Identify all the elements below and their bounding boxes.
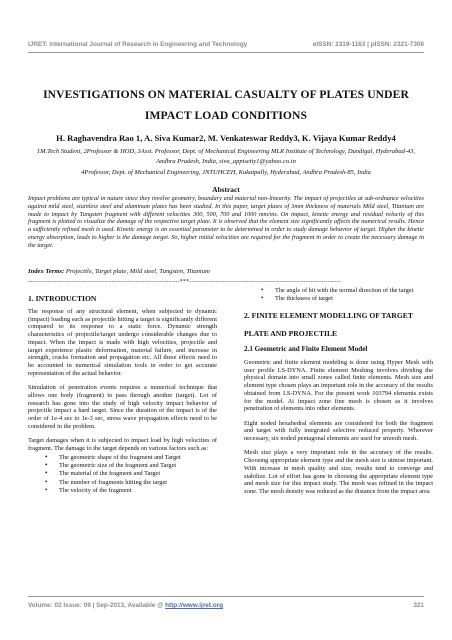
intro-paragraph-1: The response of any structural element, when subjected to dynamic (impact) loading such as projectile hitting a target is significantly different compared to its response to a static force. Dynamic strength characteristics of projectile/target undergo considerable changes due to impact. When the impact is made with high velocities, projectile and target experience plastic deformation, material failure, and increase in strength, cracks formation and propagation etc. All these effects need to be accounted in numerical simulation tools in order to get accurate representation of the actual behavior. — [28, 307, 217, 377]
right-column — [244, 287, 433, 502]
left-column — [28, 292, 217, 499]
intro-paragraph-3: Target damages when it is subjected to impact load by high velocities of fragment. The damage to the target depends on various factors such as: — [28, 437, 217, 452]
page-number: 321 — [413, 602, 424, 609]
affiliations — [28, 147, 424, 178]
abstract-text: Impact problems are typical in nature since they involve geometry, boundary and material non-linearity. The impact of projectiles at sub-ordnance velocities against mild steel, stainless steel and aluminum plates has been studied. In this paper, target plates of 3mm thickness of materials Mild steel, Titanium are made to impact by Tungsten fragment with different velocities 300, 500, 700 and 1000 mm/ms. On impact, kinetic energy and residual velocity of this fragment is plotted to visualize the damage of the respective target plate. It is observed that the element size significantly affects the numerical results. Hence a sufficiently refined mesh is used. Kinetic energy is an essential parameter to be determined in order to study damage behavior of target. Higher the kinetic energy absorption, leads to higher is the damage target. So, higher initial velocities are required for the fragment in order to create the necessary damage in the target. — [28, 195, 424, 249]
journal-link[interactable]: http://www.ijret.org — [165, 602, 224, 609]
abstract-heading: Abstract — [212, 185, 240, 194]
index-terms-label: Index Terms: — [28, 268, 65, 275]
introduction-heading: 1. INTRODUCTION — [28, 294, 97, 303]
paper-title: INVESTIGATIONS ON MATERIAL CASUALTY OF PLATES UNDER IMPACT LOAD CONDITIONS — [43, 88, 409, 122]
section-separator: ---------------------------------------------------------------------***--------------------------------------------------------------------- — [28, 279, 341, 285]
running-footer — [28, 602, 424, 609]
list-item: • The number of fragments hitting the target — [28, 479, 217, 487]
section-2-paragraph-2: Eight noded hexahedral elements are considered for both the fragment and target with fully integrated selective reduced property. Wherever necessary, six noded pentagonal elements are used for smooth mesh. — [244, 419, 433, 443]
list-item: • The angle of hit with the normal direction of the target — [244, 287, 433, 295]
list-item: • The thickness of target — [244, 295, 433, 303]
index-terms — [28, 268, 424, 275]
section-2-paragraph-3: Mesh size plays a very important role in the accuracy of the results. Choosing appropriate element type and the mesh size is utmost important. With increase in mesh quality and size, results tend to converge and stabilize. Lot of effort has gone in choosing the appropriate element type and mesh size for this impact study. The mesh was refined in the impact zone. The mesh density was reduced as the distance from the impact area — [244, 449, 433, 496]
affiliation-2: 4Professor, Dept. of Mechanical Engineering, JNTUHCEH, Kukatpally, Hyderabad, Andhra Pradesh-85, India — [81, 168, 371, 176]
running-header — [28, 41, 424, 48]
footer-volume-text: Volume: 02 Issue: 09 | Sep-2013, Available @ — [28, 602, 166, 609]
damage-factor-list-continued — [244, 287, 433, 303]
list-item: • The velocity of the fragment — [28, 487, 217, 495]
list-item: • The material of the fragment and Target — [28, 470, 217, 478]
index-terms-text: Projectile, Target plate, Mild steel, Tungsten, Titanium — [64, 268, 210, 275]
section-2-heading: 2. FINITE ELEMENT MODELLING OF TARGET PLATE AND PROJECTILE — [244, 311, 413, 339]
header-rule — [28, 52, 424, 53]
intro-paragraph-2: Simulation of penetration events requires a numerical technique that allows one body (fragment) to pass through another (target). Lot of research has gone into the study of high velocity impact behavior of projectile impact a hard target. Since the duration of the impact is of the order of 1e-4 sec to 1e-3 sec, stress wave propagation effects need to be considered in the problem. — [28, 384, 217, 430]
affiliation-1: 1M.Tech Student, 2Professor & HOD, 3Asst. Professor, Dept. of Mechanical Engineering MLR Institute of Technology, Dundigal, Hyderabad-43, Andhra Pradesh, India, siva_appisetty1@yahoo.co.in — [36, 148, 416, 166]
list-item: • The geometric shape of the fragment and Target — [28, 454, 217, 462]
footer-volume — [28, 602, 223, 609]
section-2-paragraph-1: Geometric and finite element modeling is done using Hyper Mesh with user profile LS-DYNA. Finite element Meshing involves dividing the physical domain into small zones called finite elements. Mesh size and element type chosen plays an important role in the accuracy of the results obtained from LS-DYNA. For the present work 103794 elements exists for the model. At impact zone fine mesh is chosen as it involves penetration of elements into other elements. — [244, 358, 433, 413]
author-list: H. Raghavendra Rao 1, A. Siva Kumar2, M. Venkateswar Reddy3, K. Vijaya Kumar Reddy4 — [56, 133, 396, 143]
subsection-2-1-heading: 2.1 Geometric and Finite Element Model — [244, 345, 368, 354]
list-item: • The geometric size of the fragment and Target — [28, 462, 217, 470]
footer-rule — [28, 596, 424, 597]
damage-factor-list — [28, 454, 217, 495]
issn: eISSN: 2319-1163 | pISSN: 2321-7308 — [312, 41, 424, 48]
journal-name: IJRET: International Journal of Research in Engineering and Technology — [28, 41, 248, 48]
